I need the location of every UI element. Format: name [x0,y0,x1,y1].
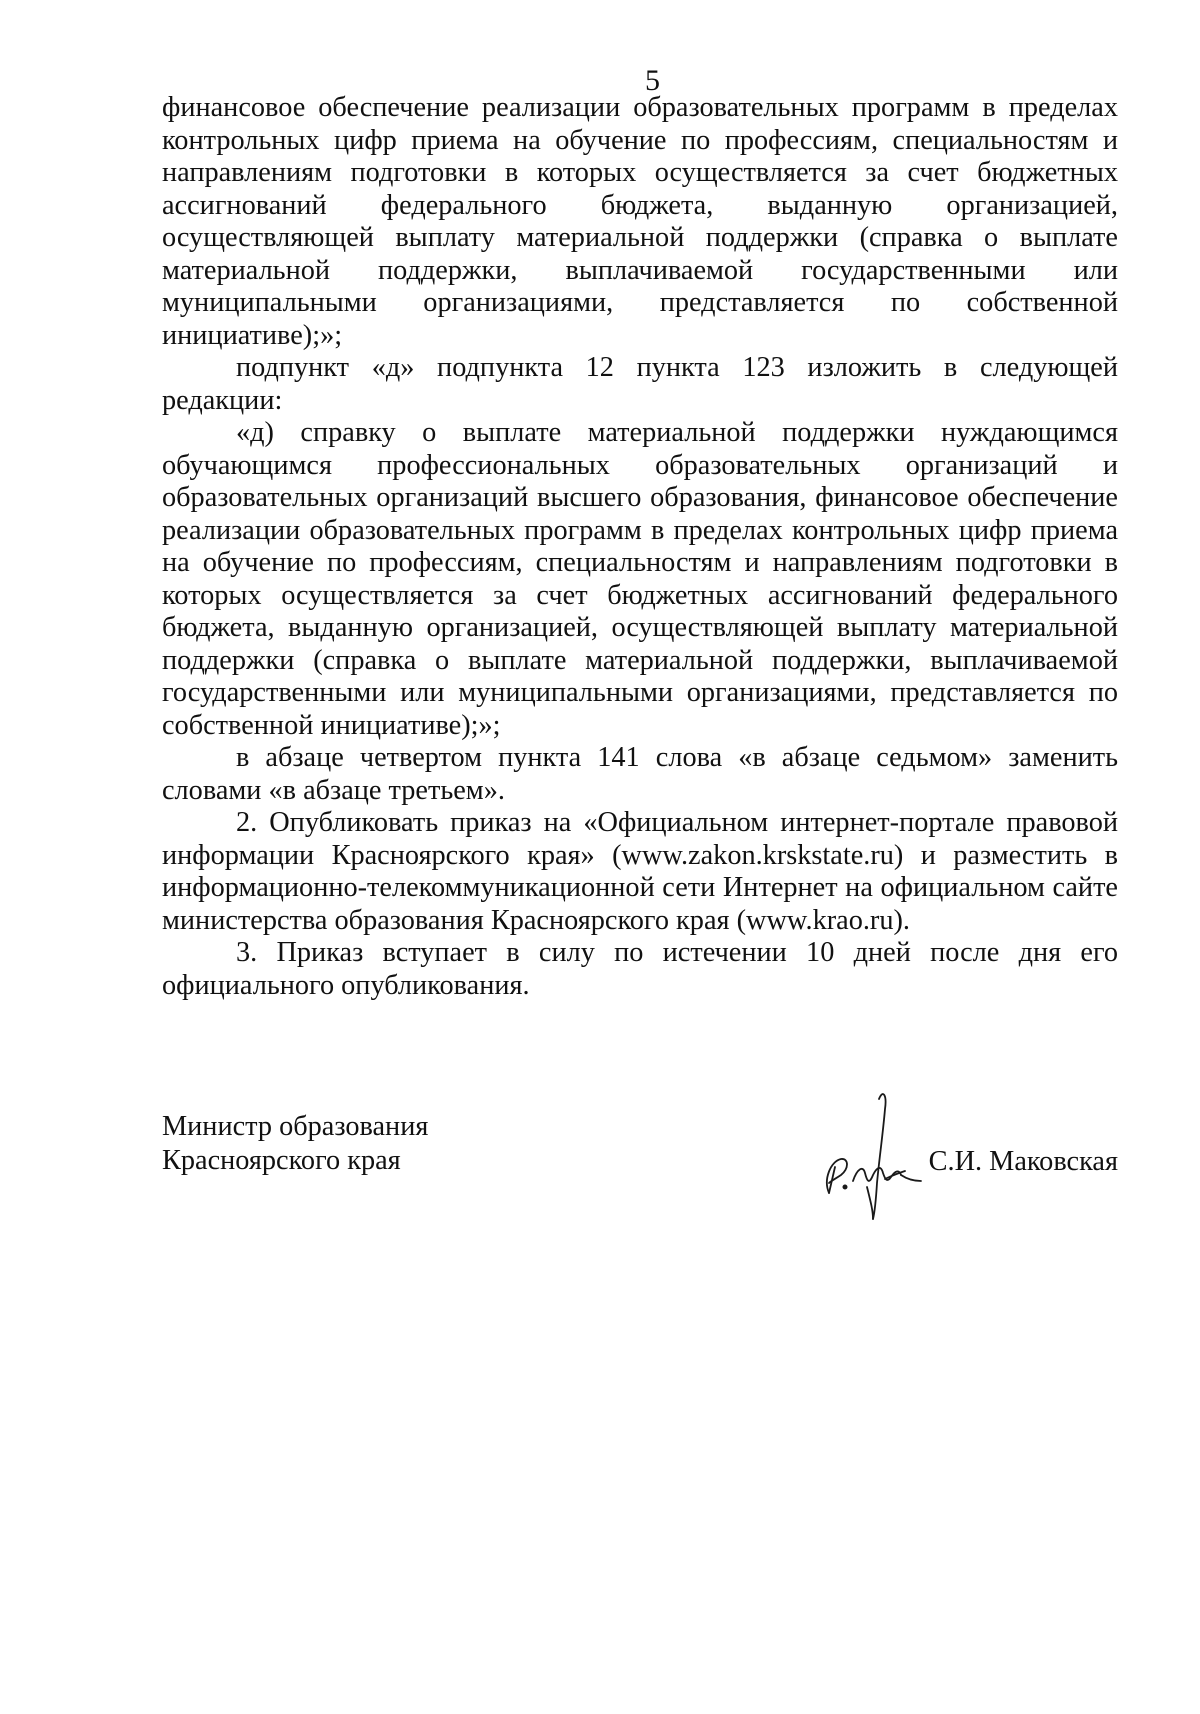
signature-block [162,1110,1118,1250]
paragraph-effective-date: 3. Приказ вступает в силу по истечении 10 дней после дня его официального опубликования. [162,937,1118,1001]
signatory-name: С.И. Маковская [928,1146,1118,1177]
paragraph-subitem-d-text: «д) справку о выплате материальной поддержки нуждающимся обучающимся профессиональных образовательных организаций и образовательных организаций высшего образования, финансовое обеспечение реализации образовательных программ в пределах контрольных цифр приема на обучение по профессиям, специальностям и направлениям подготовки в которых осуществляется за счет бюджетных ассигнований федерального бюджета, выданную организацией, осуществляющей выплату материальной поддержки (справка о выплате материальной поддержки, выплачиваемой государственными или муниципальными организациями, представляется по собственной инициативе);»; [162,417,1118,741]
position-line-2: Красноярского края [162,1145,401,1176]
signatory-position [162,1110,428,1178]
document-body [162,92,1118,1002]
paragraph-publication-order: 2. Опубликовать приказ на «Официальном интернет-портале правовой информации Красноярского края» (www.zakon.krskstate.ru) и разместить в информационно-телекоммуникационной сети Интернет на официальном сайте министерства образования Красноярского края (www.krao.ru). [162,807,1118,936]
page-number: 5 [645,64,660,97]
position-line-1: Министр образования [162,1111,429,1142]
paragraph-continuation: финансовое обеспечение реализации образовательных программ в пределах контрольных цифр приема на обучение по профессиям, специальностям и направлениям подготовки в которых осуществляется за счет бюджетных ассигнований федерального бюджета, выданную организацией, осуществляющей выплату материальной поддержки (справка о выплате материальной поддержки, выплачиваемой государственными или муниципальными организациями, представляется по собственной инициативе);»; [162,92,1118,351]
paragraph-subitem-d-amendment: подпункт «д» подпункта 12 пункта 123 изложить в следующей редакции: [162,352,1118,416]
handwritten-signature [815,1075,945,1225]
paragraph-item-141-amendment: в абзаце четвертом пункта 141 слова «в абзаце седьмом» заменить словами «в абзаце третьем». [162,742,1118,806]
